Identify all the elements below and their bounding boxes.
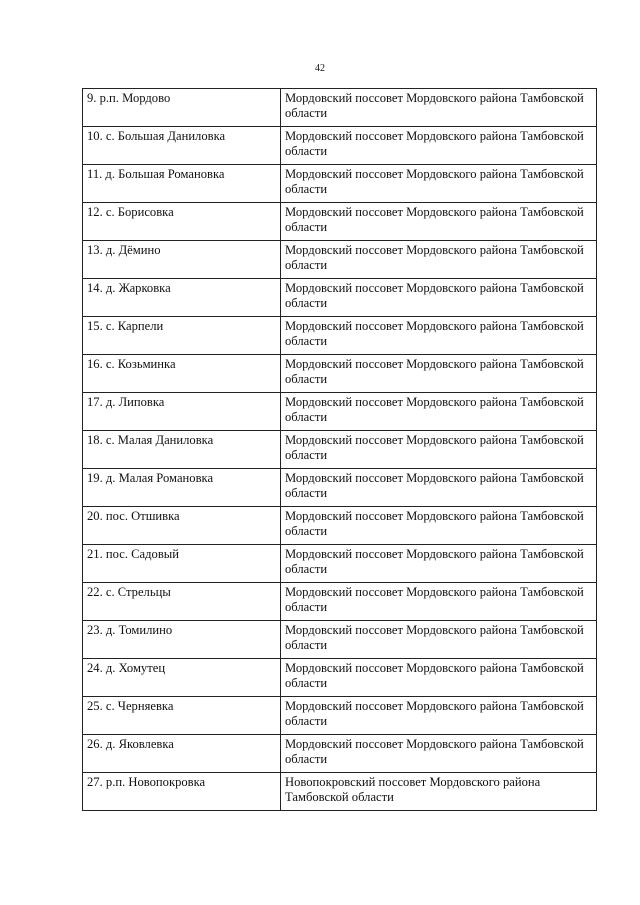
table-body <box>83 89 597 811</box>
table-row <box>83 89 597 127</box>
settlement-name-cell: 14. д. Жарковка <box>83 279 281 317</box>
page-number: 42 <box>315 63 325 74</box>
table-row <box>83 355 597 393</box>
municipal-entity-cell: Мордовский поссовет Мордовского района Тамбовской области <box>281 469 597 507</box>
settlement-name-cell: 20. пос. Отшивка <box>83 507 281 545</box>
settlement-name-cell: 17. д. Липовка <box>83 393 281 431</box>
settlement-name-cell: 23. д. Томилино <box>83 621 281 659</box>
table-row <box>83 469 597 507</box>
settlement-name-cell: 25. с. Черняевка <box>83 697 281 735</box>
municipal-entity-cell: Мордовский поссовет Мордовского района Тамбовской области <box>281 89 597 127</box>
table-row <box>83 393 597 431</box>
table-row <box>83 241 597 279</box>
table-row <box>83 507 597 545</box>
settlement-name-cell: 24. д. Хомутец <box>83 659 281 697</box>
table-row <box>83 165 597 203</box>
table-row <box>83 317 597 355</box>
municipal-entity-cell: Мордовский поссовет Мордовского района Тамбовской области <box>281 165 597 203</box>
municipal-entity-cell: Мордовский поссовет Мордовского района Тамбовской области <box>281 507 597 545</box>
settlements-table <box>82 88 597 811</box>
municipal-entity-cell: Мордовский поссовет Мордовского района Тамбовской области <box>281 431 597 469</box>
municipal-entity-cell: Мордовский поссовет Мордовского района Тамбовской области <box>281 621 597 659</box>
table-row <box>83 431 597 469</box>
settlement-name-cell: 21. пос. Садовый <box>83 545 281 583</box>
settlement-name-cell: 12. с. Борисовка <box>83 203 281 241</box>
settlement-name-cell: 11. д. Большая Романовка <box>83 165 281 203</box>
municipal-entity-cell: Мордовский поссовет Мордовского района Тамбовской области <box>281 127 597 165</box>
settlement-name-cell: 13. д. Дёмино <box>83 241 281 279</box>
table-row <box>83 279 597 317</box>
settlement-name-cell: 9. р.п. Мордово <box>83 89 281 127</box>
table-row <box>83 659 597 697</box>
table-row <box>83 697 597 735</box>
settlement-name-cell: 22. с. Стрельцы <box>83 583 281 621</box>
municipal-entity-cell: Мордовский поссовет Мордовского района Тамбовской области <box>281 355 597 393</box>
table-row <box>83 545 597 583</box>
municipal-entity-cell: Мордовский поссовет Мордовского района Тамбовской области <box>281 393 597 431</box>
municipal-entity-cell: Мордовский поссовет Мордовского района Тамбовской области <box>281 659 597 697</box>
table-row <box>83 735 597 773</box>
table-row <box>83 583 597 621</box>
settlement-name-cell: 18. с. Малая Даниловка <box>83 431 281 469</box>
settlement-name-cell: 19. д. Малая Романовка <box>83 469 281 507</box>
municipal-entity-cell: Мордовский поссовет Мордовского района Тамбовской области <box>281 583 597 621</box>
settlement-name-cell: 16. с. Козьминка <box>83 355 281 393</box>
municipal-entity-cell: Новопокровский поссовет Мордовского района Тамбовской области <box>281 773 597 811</box>
municipal-entity-cell: Мордовский поссовет Мордовского района Тамбовской области <box>281 203 597 241</box>
table-row <box>83 127 597 165</box>
municipal-entity-cell: Мордовский поссовет Мордовского района Тамбовской области <box>281 317 597 355</box>
table-row <box>83 203 597 241</box>
settlement-name-cell: 26. д. Яковлевка <box>83 735 281 773</box>
settlement-name-cell: 10. с. Большая Даниловка <box>83 127 281 165</box>
table-row <box>83 621 597 659</box>
municipal-entity-cell: Мордовский поссовет Мордовского района Тамбовской области <box>281 241 597 279</box>
municipal-entity-cell: Мордовский поссовет Мордовского района Тамбовской области <box>281 697 597 735</box>
table-row <box>83 773 597 811</box>
settlement-name-cell: 27. р.п. Новопокровка <box>83 773 281 811</box>
municipal-entity-cell: Мордовский поссовет Мордовского района Тамбовской области <box>281 279 597 317</box>
municipal-entity-cell: Мордовский поссовет Мордовского района Тамбовской области <box>281 735 597 773</box>
municipal-entity-cell: Мордовский поссовет Мордовского района Тамбовской области <box>281 545 597 583</box>
settlement-name-cell: 15. с. Карпели <box>83 317 281 355</box>
